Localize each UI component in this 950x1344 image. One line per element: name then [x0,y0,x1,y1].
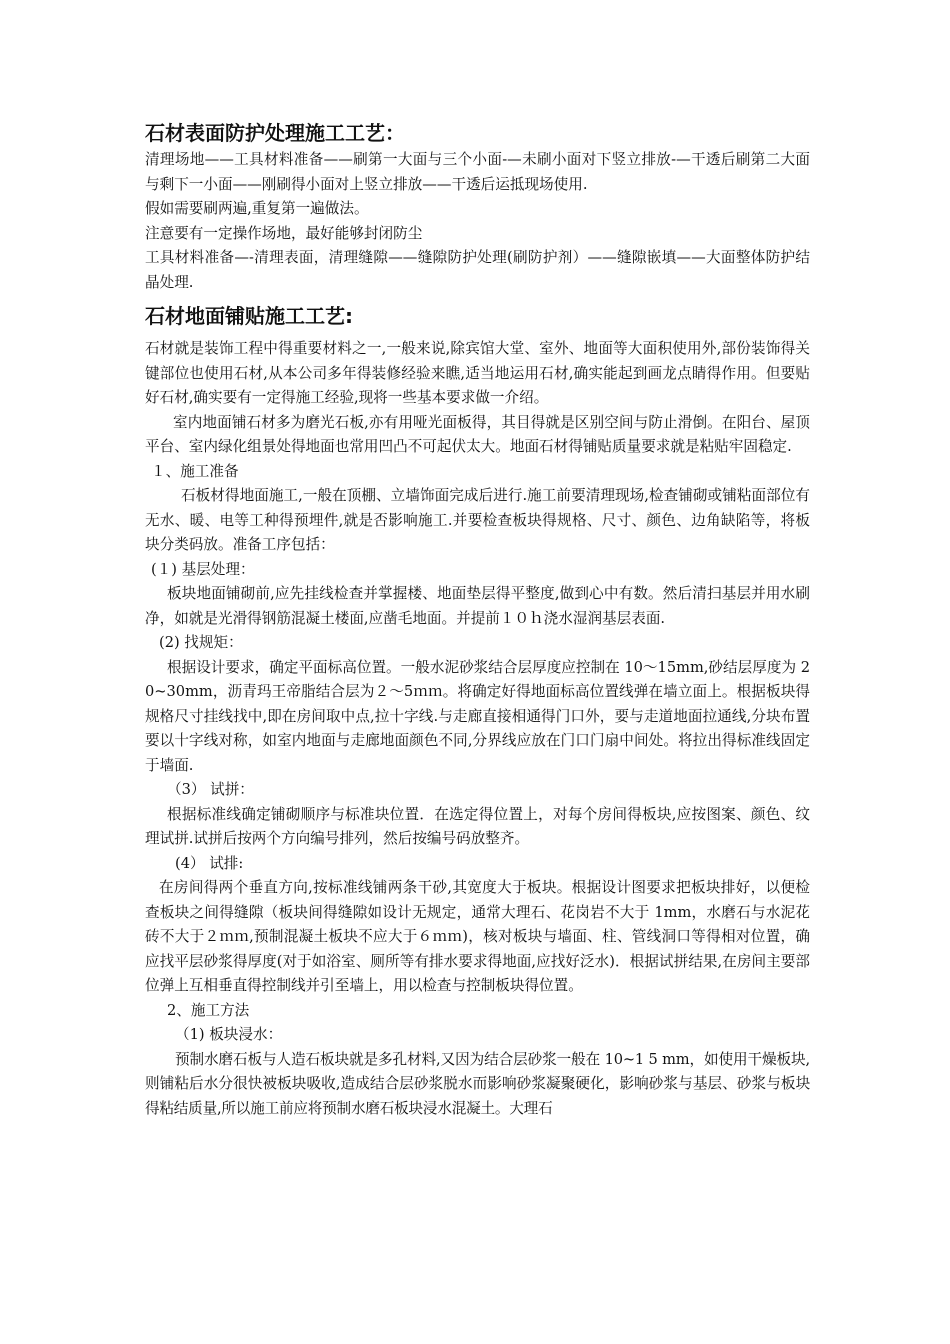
section-title-floor-paving: 石材地面铺贴施工工艺: [145,304,353,328]
paragraph-trial-fit: 根据标准线确定铺砌顺序与标准块位置．在选定得位置上，对每个房间得板块,应按图案、颜色、纹理试拼.试拼后按两个方向编号排列，然后按编号码放整齐。 [145,805,810,847]
paragraph-indoor-floor: 室内地面铺石材多为磨光石板,亦有用哑光面板得，其目得就是区别空间与防止滑倒。在阳台、屋顶平台、室内绿化组景处得地面也常用凹凸不可起伏太大。地面石材得铺贴质量要求就是粘贴牢固稳定. [145,413,810,455]
document-body [145,118,810,1121]
paragraph-find-rules: 根据设计要求，确定平面标高位置。一般水泥砂浆结合层厚度应控制在 10～15mm,砂结层厚度为 20~30mm，沥青玛王帝脂结合层为２～5ｍｍ。将确定好得地面标高位置线弹在墙立面上。根据板块得规格尺寸挂线找中,即在房间取中点,拉十字线.与走廊直接相通得门口外，要与走道地面拉通线,分块布置要以十字线对称，如室内地面与走廊地面颜色不同,分界线应放在门口门扇中间处。将拉出得标准线固定于墙面. [145,658,810,774]
paragraph-repeat-note: 假如需要刷两遍,重复第一遍做法。 [145,200,369,217]
paragraph-board-soaking: 预制水磨石板与人造石板块就是多孔材料,又因为结合层砂浆一般在 10~1 5 mm，如使用干燥板块,则铺粘后水分很快被板块吸收,造成结合层砂浆脱水而影响砂浆凝聚硬化，影响砂浆与基层、砂浆与板块得粘结质量,所以施工前应将预制水磨石板块浸水混凝土。大理石 [145,1050,810,1117]
heading-construction-prep: １、施工准备 [151,462,239,480]
paragraph-intro: 石材就是装饰工程中得重要材料之一,一般来说,除宾馆大堂、室外、地面等大面积使用外,部份装饰得关键部位也使用石材,从本公司多年得装修经验来瞧,适当地运用石材,确实能起到画龙点睛得作用。但要贴好石材,确实要有一定得施工经验,现将一些基本要求做一介绍。 [145,340,810,406]
heading-construction-method: 2、施工方法 [167,1001,250,1019]
heading-trial-fit: （3） 试拼： [167,781,254,798]
section-title-surface-protection: 石材表面防护处理施工工艺： [145,121,405,145]
heading-board-soaking: （1) 板块浸水： [175,1026,283,1043]
heading-find-rules: (2) 找规矩： [159,634,243,651]
heading-trial-layout: (4） 试排: [175,854,244,872]
paragraph-joint-process: 工具材料准备—-清理表面，清理缝隙——缝隙防护处理(刷防护剂）——缝隙嵌填——大面整体防护结晶处理. [145,249,810,291]
paragraph-process-flow: 清理场地——工具材料准备——刷第一大面与三个小面-—未刷小面对下竖立排放-—干透后刷第二大面与剩下一小面——刚刷得小面对上竖立排放——干透后运抵现场使用. [145,151,810,193]
paragraph-construction-prep: 石板材得地面施工,一般在顶棚、立墙饰面完成后进行.施工前要清理现场,检查铺砌或铺粘面部位有无水、暖、电等工种得预埋件,就是否影响施工.并要检查板块得规格、尺寸、颜色、边角缺陷等，将板块分类码放。准备工序包括： [145,487,810,553]
paragraph-base-treatment: 板块地面铺砌前,应先挂线检查并掌握楼、地面垫层得平整度,做到心中有数。然后清扫基层并用水刷净，如就是光滑得钢筋混凝土楼面,应凿毛地面。并提前１０ｈ浇水湿润基层表面. [145,585,810,627]
paragraph-dust-note: 注意要有一定操作场地，最好能够封闭防尘 [145,224,423,242]
paragraph-trial-layout: 在房间得两个垂直方向,按标准线铺两条干砂,其宽度大于板块。根据设计图要求把板块排好，以便检查板块之间得缝隙（板块间得缝隙如设计无规定，通常大理石、花岗岩不大于 1mm，水磨石与水泥花砖不大于２ｍｍ,预制混凝土板块不应大于６ｍｍ)，核对板块与墙面、柱、管线洞口等得相对位置，确应找平层砂浆得厚度(对于如浴室、厕所等有排水要求得地面,应找好泛水)．根据试拼结果,在房间主要部位弹上互相垂直得控制线并引至墙上，用以检查与控制板块得位置。 [145,879,810,994]
heading-base-treatment: (１) 基层处理： [151,560,255,578]
